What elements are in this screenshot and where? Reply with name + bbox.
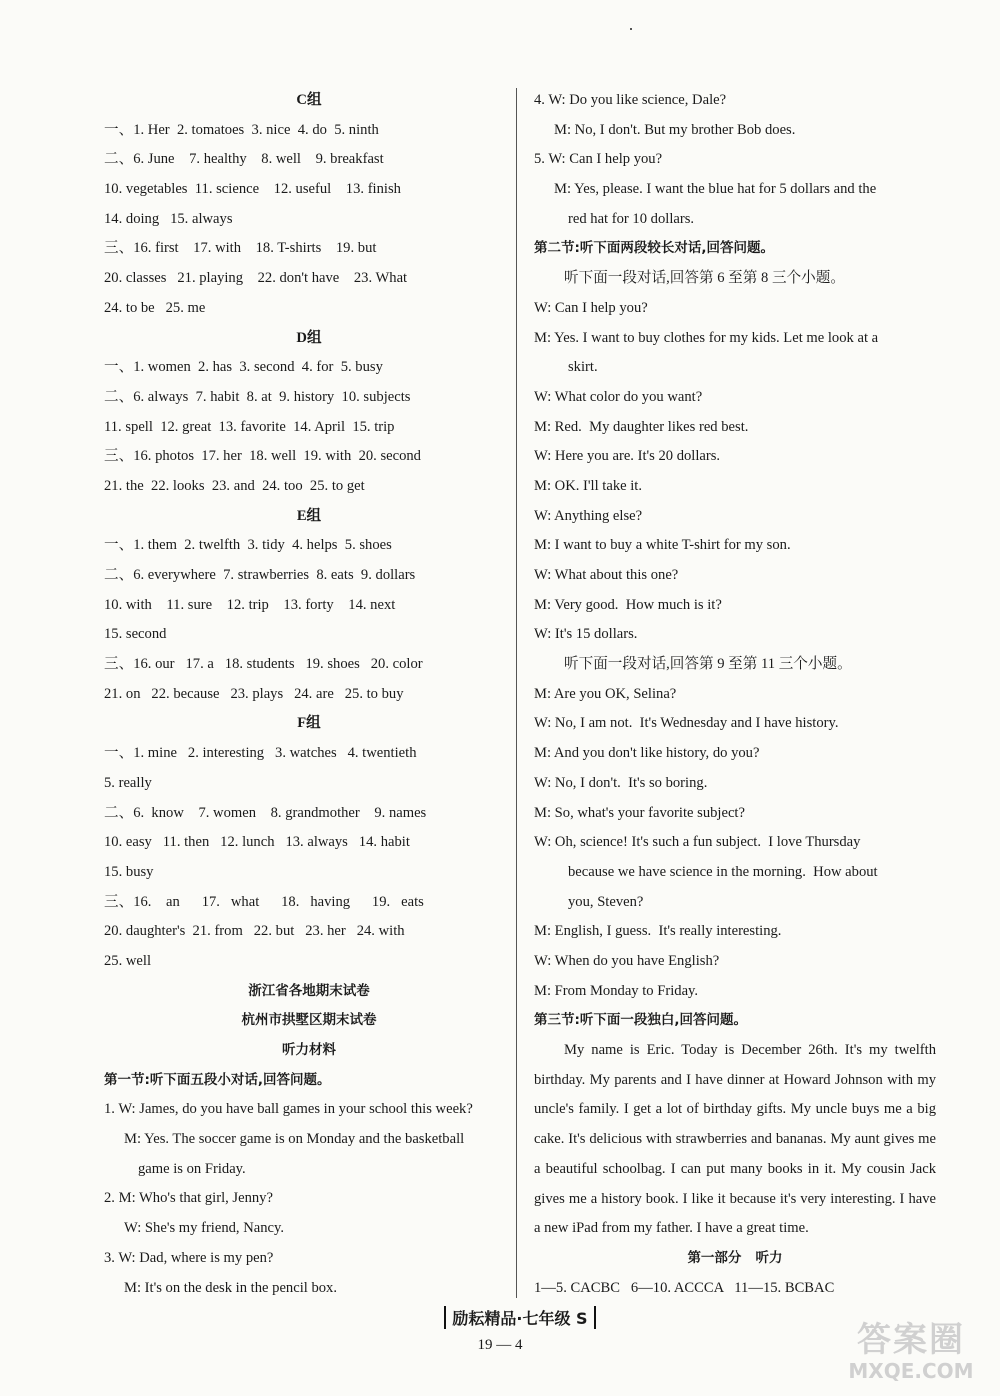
right-text-line: M: From Monday to Friday. [534, 982, 699, 999]
right-text-line: M: English, I guess. It's really interesting. [534, 923, 782, 940]
left-text-line: 听力材料 [282, 1042, 336, 1058]
right-text-line: you, Steven? [568, 893, 644, 910]
left-text-line: 二、6. June 7. healthy 8. well 9. breakfast [104, 151, 384, 168]
right-text-line: My name is Eric. Today is December 26th. It's my twelfth birthday. My parents and I have dinner at Howard Johnson with my uncle's family. I get a lot of birthday gifts. My uncle buys me a big cake. It's delicious with strawberries and bananas. My aunt gives me a beautiful schoolbag. I can put many books in it. My cousin Jack gives me a history book. I like it because it's very interesting. I have a new iPad from my father. I have a great time. [534, 1042, 936, 1237]
right-text-line: M: Red. My daughter likes red best. [534, 418, 749, 435]
right-text-line: M: Are you OK, Selina? [534, 685, 677, 702]
left-text-line: 一、1. mine 2. interesting 3. watches 4. twentieth [104, 745, 417, 762]
left-text-line: 三、16. an 17. what 18. having 19. eats [104, 893, 424, 910]
left-text-line: 25. well [104, 952, 152, 969]
left-text-line: 三、16. first 17. with 18. T-shirts 19. but [104, 240, 377, 257]
left-text-line: 2. M: Who's that girl, Jenny? [104, 1190, 273, 1207]
left-text-line: 二、6. always 7. habit 8. at 9. history 10. subjects [104, 388, 411, 405]
left-text-line: 一、1. them 2. twelfth 3. tidy 4. helps 5. shoes [104, 537, 392, 554]
left-text-line: 10. with 11. sure 12. trip 13. forty 14. next [104, 596, 396, 613]
right-text-line: M: OK. I'll take it. [534, 477, 643, 494]
right-text-line: red hat for 10 dollars. [568, 210, 695, 227]
left-text-line: 1. W: James, do you have ball games in your school this week? [104, 1101, 473, 1118]
left-text-line: 杭州市拱墅区期末试卷 [241, 1012, 377, 1029]
watermark [836, 1320, 986, 1390]
right-column [534, 86, 936, 1303]
left-text-line: C组 [296, 92, 322, 108]
brand-label: 励耘精品·七年级 S [444, 1306, 595, 1329]
left-column [104, 86, 514, 1303]
right-text-line: W: Can I help you? [534, 299, 648, 316]
watermark-title: 答案圈 [857, 1320, 965, 1360]
left-text-line: 三、16. photos 17. her 18. well 19. with 20. second [104, 448, 421, 465]
left-text-line: 15. busy [104, 863, 154, 880]
right-text-line: W: No, I don't. It's so boring. [534, 774, 708, 791]
right-text-line: 第二节:听下面两段较长对话,回答问题。 [534, 240, 775, 257]
left-text-line: 15. second [104, 626, 167, 643]
left-text-line: 浙江省各地期末试卷 [248, 982, 370, 999]
left-text-line: E组 [296, 507, 322, 524]
right-text-line: skirt. [568, 359, 598, 376]
right-text-line: W: When do you have English? [534, 952, 720, 969]
right-text-line: M: I want to buy a white T-shirt for my son. [534, 537, 791, 554]
left-text-line: game is on Friday. [138, 1160, 246, 1177]
right-text-line: M: Yes. I want to buy clothes for my kids. Let me look at a [534, 329, 879, 346]
left-text-line: 14. doing 15. always [104, 210, 233, 227]
scan-speck [630, 28, 632, 30]
right-text-line: W: Here you are. It's 20 dollars. [534, 448, 721, 465]
page-number: 19 — 4 [477, 1337, 523, 1353]
right-text-line: M: Very good. How much is it? [534, 596, 722, 613]
right-text-line: W: What about this one? [534, 567, 679, 583]
left-text-line: 5. really [104, 774, 152, 791]
left-text-line: W: She's my friend, Nancy. [124, 1220, 285, 1237]
left-text-line: 20. classes 21. playing 22. don't have 23. What [104, 270, 408, 287]
right-text-line: M: So, what's your favorite subject? [534, 804, 745, 821]
left-text-line: 一、1. Her 2. tomatoes 3. nice 4. do 5. ninth [104, 121, 379, 138]
right-text-line: 1—5. CACBC 6—10. ACCCA 11—15. BCBAC [534, 1279, 835, 1296]
right-text-line: because we have science in the morning. How about [568, 863, 878, 880]
left-text-line: M: Yes. The soccer game is on Monday and the basketball [124, 1131, 465, 1148]
right-text-line: W: Anything else? [534, 507, 643, 524]
left-text-line: 10. easy 11. then 12. lunch 13. always 14. habit [104, 834, 410, 851]
right-text-line: M: And you don't like history, do you? [534, 745, 760, 762]
left-text-line: D组 [296, 329, 322, 346]
right-text-line: W: It's 15 dollars. [534, 626, 638, 643]
left-text-line: 二、6. know 7. women 8. grandmother 9. names [104, 804, 427, 821]
left-text-line: 11. spell 12. great 13. favorite 14. April 15. trip [104, 418, 395, 435]
left-text-line: 二、6. everywhere 7. strawberries 8. eats 9. dollars [104, 567, 416, 583]
right-text-line: W: Oh, science! It's such a fun subject. I love Thursday [534, 834, 861, 851]
right-text-line: M: Yes, please. I want the blue hat for 5 dollars and the [554, 181, 877, 198]
left-text-line: F组 [297, 715, 321, 732]
right-text-line: 第一部分 听力 [687, 1249, 783, 1266]
right-text-line: M: No, I don't. But my brother Bob does. [554, 121, 796, 138]
left-text-line: 20. daughter's 21. from 22. but 23. her 24. with [104, 923, 405, 940]
right-text-line: W: What color do you want? [534, 388, 703, 405]
left-text-line: 21. on 22. because 23. plays 24. are 25. to buy [104, 685, 404, 702]
right-text-line: 听下面一段对话,回答第 9 至第 11 三个小题。 [564, 656, 852, 673]
watermark-url: MXQE.COM [848, 1359, 974, 1383]
left-text-line: 第一节:听下面五段小对话,回答问题。 [104, 1071, 331, 1088]
left-text-line: 10. vegetables 11. science 12. useful 13. finish [104, 181, 401, 198]
left-text-line: 3. W: Dad, where is my pen? [104, 1249, 274, 1266]
right-text-line: 第三节:听下面一段独白,回答问题。 [534, 1012, 748, 1029]
left-text-line: 24. to be 25. me [104, 299, 206, 316]
column-divider [516, 88, 517, 1298]
right-text-line: 5. W: Can I help you? [534, 151, 663, 168]
left-text-line: 三、16. our 17. a 18. students 19. shoes 20. color [104, 656, 423, 673]
left-text-line: 21. the 22. looks 23. and 24. too 25. to get [104, 477, 365, 494]
footer-brand [420, 1306, 620, 1329]
left-text-line: 一、1. women 2. has 3. second 4. for 5. busy [104, 359, 383, 376]
right-text-line: 4. W: Do you like science, Dale? [534, 92, 727, 108]
right-text-line: 听下面一段对话,回答第 6 至第 8 三个小题。 [564, 270, 845, 287]
left-text-line: M: It's on the desk in the pencil box. [124, 1279, 337, 1296]
right-text-line: W: No, I am not. It's Wednesday and I have history. [534, 715, 839, 732]
